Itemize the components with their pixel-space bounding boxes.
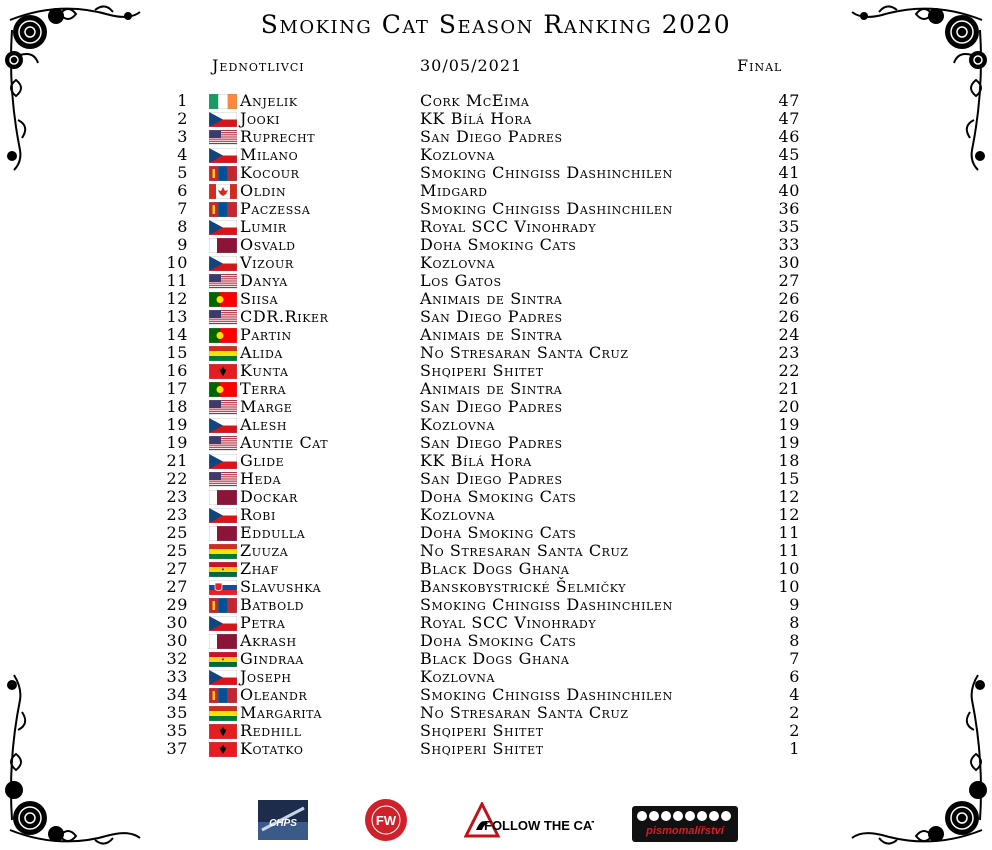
points-cell: 27: [778, 271, 800, 290]
round-header: Final: [737, 56, 783, 75]
team-name: Kozlovna: [420, 505, 496, 524]
mongolia-flag: [209, 598, 237, 613]
team-name: Midgard: [420, 181, 488, 200]
rank-cell: 32: [166, 649, 188, 668]
player-name: Redhill: [240, 721, 302, 740]
points-cell: 12: [778, 487, 800, 506]
points-cell: 26: [778, 307, 800, 326]
player-name: Gindraa: [240, 649, 304, 668]
rank-cell: 23: [166, 505, 188, 524]
czech-flag: [209, 454, 237, 469]
points-cell: 47: [778, 109, 800, 128]
player-name: Alida: [240, 343, 283, 362]
ireland-flag: [209, 94, 237, 109]
player-name: Auntie Cat: [240, 433, 329, 452]
team-name: Banskobystrické Šelmičky: [420, 577, 627, 596]
ranking-row: [0, 488, 992, 506]
team-name: Cork McEima: [420, 91, 530, 110]
player-name: Oleandr: [240, 685, 308, 704]
ranking-row: [0, 326, 992, 344]
points-cell: 2: [789, 721, 800, 740]
rank-cell: 35: [166, 703, 188, 722]
player-name: Oldin: [240, 181, 287, 200]
team-name: Smoking Chingiss Dashinchilen: [420, 199, 673, 218]
player-name: Kotatko: [240, 739, 304, 758]
points-cell: 4: [789, 685, 800, 704]
points-cell: 8: [789, 631, 800, 650]
team-name: Animais de Sintra: [420, 379, 563, 398]
team-name: Kozlovna: [420, 415, 496, 434]
albania-flag: [209, 724, 237, 739]
ranking-row: [0, 164, 992, 182]
points-cell: 11: [778, 541, 800, 560]
team-name: San Diego Padres: [420, 127, 563, 146]
rank-cell: 12: [166, 289, 188, 308]
usa-flag: [209, 472, 237, 487]
ranking-row: [0, 614, 992, 632]
czech-flag: [209, 508, 237, 523]
portugal-flag: [209, 382, 237, 397]
player-name: Marge: [240, 397, 293, 416]
player-name: Paczessa: [240, 199, 311, 218]
ranking-row: [0, 146, 992, 164]
points-cell: 21: [778, 379, 800, 398]
player-name: Petra: [240, 613, 286, 632]
team-name: Los Gatos: [420, 271, 502, 290]
ranking-row: [0, 578, 992, 596]
player-name: Glide: [240, 451, 285, 470]
rank-cell: 27: [166, 559, 188, 578]
usa-flag: [209, 400, 237, 415]
team-name: San Diego Padres: [420, 397, 563, 416]
player-name: Alesh: [240, 415, 288, 434]
points-cell: 12: [778, 505, 800, 524]
rank-cell: 21: [166, 451, 188, 470]
team-name: Smoking Chingiss Dashinchilen: [420, 685, 673, 704]
qatar-flag: [209, 634, 237, 649]
qatar-flag: [209, 490, 237, 505]
points-cell: 2: [789, 703, 800, 722]
rank-cell: 4: [177, 145, 188, 164]
date-header: 30/05/2021: [420, 56, 523, 75]
mongolia-flag: [209, 202, 237, 217]
player-name: Margarita: [240, 703, 323, 722]
points-cell: 7: [789, 649, 800, 668]
rank-cell: 30: [166, 613, 188, 632]
rank-cell: 13: [166, 307, 188, 326]
bolivia-flag: [209, 544, 237, 559]
follow-the-cat-logo: [464, 802, 594, 844]
ranking-row: [0, 596, 992, 614]
portugal-flag: [209, 292, 237, 307]
page-title: Smoking Cat Season Ranking 2020: [260, 10, 732, 39]
points-cell: 8: [789, 613, 800, 632]
rank-cell: 37: [166, 739, 188, 758]
player-name: Eddulla: [240, 523, 306, 542]
qatar-flag: [209, 238, 237, 253]
team-name: Kozlovna: [420, 253, 496, 272]
rank-cell: 25: [166, 541, 188, 560]
ranking-row: [0, 308, 992, 326]
rank-cell: 16: [166, 361, 188, 380]
rank-cell: 25: [166, 523, 188, 542]
player-name: Milano: [240, 145, 299, 164]
czech-flag: [209, 220, 237, 235]
rank-cell: 11: [166, 271, 188, 290]
team-name: Doha Smoking Cats: [420, 487, 577, 506]
rank-cell: 29: [166, 595, 188, 614]
qatar-flag: [209, 526, 237, 541]
rank-cell: 6: [177, 181, 188, 200]
ranking-table: [0, 92, 992, 758]
rank-cell: 2: [177, 109, 188, 128]
rank-cell: 22: [166, 469, 188, 488]
ranking-row: [0, 722, 992, 740]
points-cell: 26: [778, 289, 800, 308]
points-cell: 1: [789, 739, 800, 758]
player-name: Kocour: [240, 163, 300, 182]
points-cell: 40: [778, 181, 800, 200]
ranking-row: [0, 524, 992, 542]
rank-cell: 1: [177, 91, 188, 110]
player-name: Partin: [240, 325, 292, 344]
ghana-flag: [209, 562, 237, 577]
rank-cell: 18: [166, 397, 188, 416]
rank-cell: 35: [166, 721, 188, 740]
points-cell: 19: [778, 415, 800, 434]
points-cell: 11: [778, 523, 800, 542]
team-name: KK Bílá Hora: [420, 109, 532, 128]
czech-flag: [209, 112, 237, 127]
team-name: Royal SCC Vinohrady: [420, 217, 597, 236]
team-name: San Diego Padres: [420, 433, 563, 452]
team-name: No Stresaran Santa Cruz: [420, 541, 629, 560]
player-name: Terra: [240, 379, 287, 398]
points-cell: 10: [778, 559, 800, 578]
player-name: Zhaf: [240, 559, 279, 578]
points-cell: 15: [778, 469, 800, 488]
albania-flag: [209, 364, 237, 379]
team-name: Kozlovna: [420, 145, 496, 164]
rank-cell: 27: [166, 577, 188, 596]
rank-cell: 34: [166, 685, 188, 704]
ranking-row: [0, 650, 992, 668]
rank-cell: 15: [166, 343, 188, 362]
czech-flag: [209, 148, 237, 163]
points-cell: 30: [778, 253, 800, 272]
team-name: Animais de Sintra: [420, 325, 563, 344]
ranking-row: [0, 110, 992, 128]
ranking-row: [0, 254, 992, 272]
rank-cell: 10: [166, 253, 188, 272]
team-name: Doha Smoking Cats: [420, 523, 577, 542]
pismomalirstvi-logo: [632, 806, 738, 846]
category-header: Jednotlivci: [212, 56, 305, 75]
rank-cell: 30: [166, 631, 188, 650]
team-name: KK Bílá Hora: [420, 451, 532, 470]
bolivia-flag: [209, 346, 237, 361]
czech-flag: [209, 256, 237, 271]
ranking-row: [0, 344, 992, 362]
player-name: Jooki: [240, 109, 281, 128]
points-cell: 10: [778, 577, 800, 596]
player-name: Kunta: [240, 361, 289, 380]
player-name: Dockar: [240, 487, 298, 506]
ranking-row: [0, 416, 992, 434]
czech-flag: [209, 418, 237, 433]
czech-flag: [209, 670, 237, 685]
points-cell: 18: [778, 451, 800, 470]
ranking-row: [0, 542, 992, 560]
team-name: Doha Smoking Cats: [420, 631, 577, 650]
rank-cell: 3: [177, 127, 188, 146]
team-name: Black Dogs Ghana: [420, 649, 570, 668]
team-name: Smoking Chingiss Dashinchilen: [420, 595, 673, 614]
rank-cell: 17: [166, 379, 188, 398]
points-cell: 9: [789, 595, 800, 614]
ranking-row: [0, 272, 992, 290]
player-name: Slavushka: [240, 577, 322, 596]
team-name: Smoking Chingiss Dashinchilen: [420, 163, 673, 182]
ranking-row: [0, 362, 992, 380]
chps-logo-text: CHPS: [269, 818, 297, 829]
ranking-row: [0, 434, 992, 452]
rank-cell: 19: [166, 433, 188, 452]
points-cell: 36: [778, 199, 800, 218]
ranking-row: [0, 236, 992, 254]
czech-flag: [209, 616, 237, 631]
player-name: Anjelik: [240, 91, 298, 110]
rank-cell: 8: [177, 217, 188, 236]
points-cell: 6: [789, 667, 800, 686]
team-name: San Diego Padres: [420, 469, 563, 488]
player-name: Vizour: [240, 253, 294, 272]
points-cell: 41: [778, 163, 800, 182]
player-name: Siisa: [240, 289, 279, 308]
team-name: Shqiperi Shitet: [420, 361, 544, 380]
points-cell: 45: [778, 145, 800, 164]
ranking-row: [0, 470, 992, 488]
mongolia-flag: [209, 166, 237, 181]
player-name: Akrash: [240, 631, 297, 650]
team-name: Black Dogs Ghana: [420, 559, 570, 578]
rank-cell: 19: [166, 415, 188, 434]
points-cell: 22: [778, 361, 800, 380]
slovakia-flag: [209, 580, 237, 595]
team-name: Doha Smoking Cats: [420, 235, 577, 254]
team-name: Animais de Sintra: [420, 289, 563, 308]
points-cell: 19: [778, 433, 800, 452]
portugal-flag: [209, 328, 237, 343]
points-cell: 47: [778, 91, 800, 110]
points-cell: 35: [778, 217, 800, 236]
bolivia-flag: [209, 706, 237, 721]
ranking-row: [0, 686, 992, 704]
ranking-row: [0, 200, 992, 218]
player-name: Batbold: [240, 595, 305, 614]
player-name: Joseph: [240, 667, 292, 686]
canada-flag: [209, 184, 237, 199]
player-name: CDR.Riker: [240, 307, 329, 326]
fw-logo-text: FW: [375, 813, 397, 828]
ghana-flag: [209, 652, 237, 667]
usa-flag: [209, 310, 237, 325]
player-name: Robi: [240, 505, 276, 524]
ranking-row: [0, 560, 992, 578]
ranking-row: [0, 218, 992, 236]
rank-cell: 5: [177, 163, 188, 182]
team-name: No Stresaran Santa Cruz: [420, 703, 629, 722]
follow-the-cat-text: FOLLOW THE CAT: [484, 818, 594, 833]
ranking-row: [0, 704, 992, 722]
ranking-row: [0, 452, 992, 470]
ranking-row: [0, 506, 992, 524]
points-cell: 33: [778, 235, 800, 254]
team-name: Shqiperi Shitet: [420, 739, 544, 758]
rank-cell: 7: [177, 199, 188, 218]
points-cell: 24: [778, 325, 800, 344]
ranking-row: [0, 740, 992, 758]
team-name: Shqiperi Shitet: [420, 721, 544, 740]
usa-flag: [209, 436, 237, 451]
ranking-row: [0, 380, 992, 398]
player-name: Zuuza: [240, 541, 289, 560]
player-name: Osvald: [240, 235, 296, 254]
team-name: San Diego Padres: [420, 307, 563, 326]
player-name: Heda: [240, 469, 282, 488]
usa-flag: [209, 274, 237, 289]
points-cell: 23: [778, 343, 800, 362]
pismomalirstvi-text: pismomalířství: [646, 825, 724, 837]
ranking-row: [0, 290, 992, 308]
ranking-row: [0, 128, 992, 146]
team-name: No Stresaran Santa Cruz: [420, 343, 629, 362]
points-cell: 46: [778, 127, 800, 146]
mongolia-flag: [209, 688, 237, 703]
ranking-row: [0, 632, 992, 650]
player-name: Ruprecht: [240, 127, 316, 146]
chps-logo: [258, 800, 308, 844]
player-name: Lumir: [240, 217, 287, 236]
points-cell: 20: [778, 397, 800, 416]
rank-cell: 23: [166, 487, 188, 506]
ranking-row: [0, 668, 992, 686]
ranking-row: [0, 182, 992, 200]
team-name: Kozlovna: [420, 667, 496, 686]
albania-flag: [209, 742, 237, 757]
ranking-row: [0, 92, 992, 110]
rank-cell: 33: [166, 667, 188, 686]
usa-flag: [209, 130, 237, 145]
rank-cell: 9: [177, 235, 188, 254]
team-name: Royal SCC Vinohrady: [420, 613, 597, 632]
rank-cell: 14: [166, 325, 188, 344]
player-name: Danya: [240, 271, 288, 290]
fw-logo: [364, 798, 408, 846]
ranking-row: [0, 398, 992, 416]
